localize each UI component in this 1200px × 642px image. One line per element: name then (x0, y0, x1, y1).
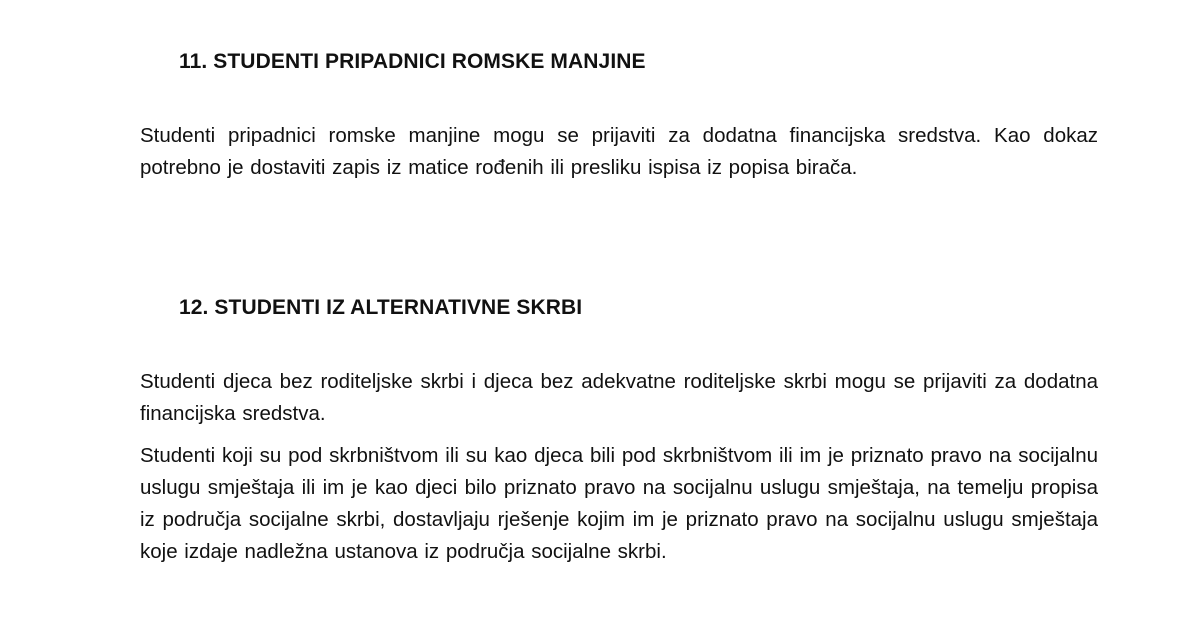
section-paragraph: Studenti koji su pod skrbništvom ili su kao djeca bili pod skrbništvom ili im je priznato pravo na socijalnu uslugu smještaja ili im je kao djeci bilo priznato pravo na socijalnu uslugu smještaja, na temelju propisa iz područja socijalne skrbi, dostavljaju rješenje kojim im je priznato pravo na socijalnu uslugu smještaja koje izdaje nadležna ustanova iz područja socijalne skrbi. (140, 444, 1098, 563)
section-heading: 12. STUDENTI IZ ALTERNATIVNE SKRBI (179, 296, 583, 319)
section-heading: 11. STUDENTI PRIPADNICI ROMSKE MANJINE (179, 50, 646, 73)
section-roma-minority (0, 46, 1200, 184)
section-paragraph: Studenti pripadnici romske manjine mogu se prijaviti za dodatna financijska sredstva. Kao dokaz potrebno je dostaviti zapis iz matice rođenih ili presliku ispisa iz popisa birača. (140, 124, 1098, 179)
section-paragraph: Studenti djeca bez roditeljske skrbi i djeca bez adekvatne roditeljske skrbi mogu se prijaviti za dodatna financijska sredstva. (140, 370, 1098, 425)
section-alternative-care (0, 292, 1200, 568)
